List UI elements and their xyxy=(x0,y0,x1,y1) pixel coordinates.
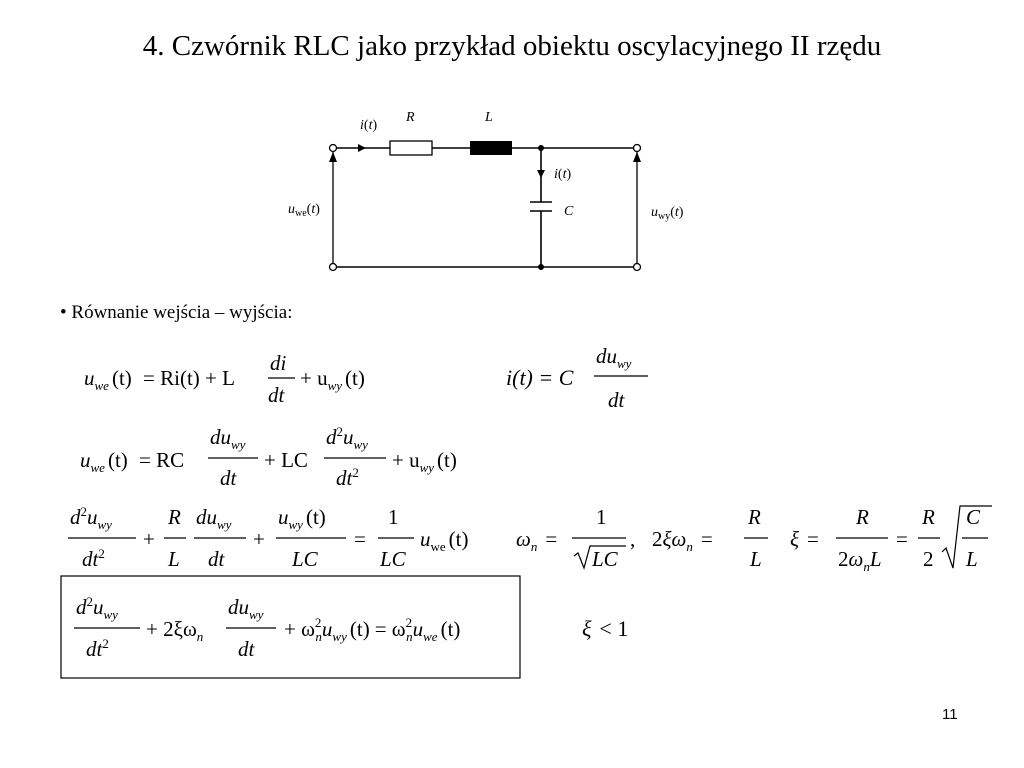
svg-text:,: , xyxy=(630,527,636,551)
svg-text:R: R xyxy=(168,505,181,529)
svg-text:dt2: $dt^2$ xyxy=(336,465,359,490)
inductor-L xyxy=(470,141,512,155)
label-L: L xyxy=(485,110,493,125)
bullet-io-equation: • Równanie wejścia – wyjścia: xyxy=(60,302,293,323)
svg-text:LC: LC xyxy=(292,547,318,571)
svg-text:R: R xyxy=(856,505,869,529)
svg-text:R: R xyxy=(748,505,761,529)
svg-text:+: + xyxy=(143,527,155,551)
current-arrow-top xyxy=(358,144,366,152)
svg-text:uwe(t) = Ri(t) + L: $u_{we}$ (t) = Ri(t) + L xyxy=(84,366,235,393)
svg-text:di: di xyxy=(270,351,287,375)
terminal-in-bottom xyxy=(330,264,337,271)
equation-kirchhoff xyxy=(84,351,365,407)
svg-text:1: 1 xyxy=(596,505,607,529)
svg-text:+ uwy(t): + $u_{wy}$ (t) xyxy=(392,448,457,475)
svg-text:duwy: $du_{wy}$ xyxy=(210,425,246,452)
label-current-branch: i(t) xyxy=(554,167,572,182)
svg-text:+ 2ξωn: + $2\xi\omega_n$ xyxy=(146,617,204,644)
label-u-wy: $u_{wy}(t)$ xyxy=(651,205,684,222)
rlc-circuit-diagram xyxy=(270,100,720,280)
svg-text:L: L xyxy=(966,547,978,571)
equation-substituted xyxy=(80,424,457,490)
terminal-out-bottom xyxy=(634,264,641,271)
slide-title: 4. Czwórnik RLC jako przykład obiektu oscylacyjnego II rzędu xyxy=(142,30,882,62)
svg-text:+ ω2nuwy(t)= ω2nuwe(t): + $\omega^2$ $nu_{wy}$ $(t) = \omega^2$ $nu_{we}$ (t) xyxy=(284,615,461,644)
label-current-top: i(t) xyxy=(360,118,378,133)
equation-parameters xyxy=(516,505,992,574)
svg-text:d2uwy: $d^2u_{wy}$ xyxy=(76,594,118,622)
svg-text:L: L xyxy=(168,547,180,571)
resistor-R xyxy=(390,141,432,155)
svg-text:dt2: $dt^2$ xyxy=(86,636,109,661)
svg-text:dt: dt xyxy=(268,383,285,407)
svg-text:+ uwy(t): + $u_{wy}$ (t) xyxy=(300,366,365,393)
svg-text:duwy: $du_{wy}$ xyxy=(228,595,264,622)
svg-text:LC: LC xyxy=(592,547,618,571)
svg-text:uwy(t): $u_{wy}$ (t) xyxy=(278,505,326,532)
label-C: C xyxy=(564,204,574,219)
label-u-we: $u_{we}(t)$ xyxy=(288,202,320,219)
svg-text:d2uwy: $d^2u_{wy}$ xyxy=(70,504,112,532)
terminal-in-top xyxy=(330,145,337,152)
terminal-out-top xyxy=(634,145,641,152)
svg-text:2: 2 xyxy=(923,547,934,571)
svg-text:L: L xyxy=(750,547,762,571)
svg-text:1: 1 xyxy=(388,505,399,529)
svg-text:R: R xyxy=(922,505,935,529)
svg-text:C: C xyxy=(966,505,981,529)
svg-text:uwe(t) = RC: $u_{we}$ (t) = RC xyxy=(80,448,185,475)
svg-text:dt: dt xyxy=(238,637,255,661)
svg-text:+: + xyxy=(253,527,265,551)
page-number: 11 xyxy=(942,706,958,723)
label-R: R xyxy=(406,110,415,125)
equation-normalized xyxy=(68,504,469,571)
damping-condition: ξ < 1 xyxy=(582,616,629,641)
svg-text:2ωnL: $2\omega_nL$ xyxy=(838,547,882,574)
svg-text:LC: LC xyxy=(380,547,406,571)
svg-text:dt: dt xyxy=(208,547,225,571)
svg-text:i(t) = C: i(t) = C xyxy=(506,365,574,390)
svg-text:d2uwy: $d^2u_{wy}$ xyxy=(326,424,368,452)
svg-text:=: = xyxy=(896,527,908,551)
svg-text:uwe(t): $u_{we}$ (t) xyxy=(420,527,469,554)
svg-text:ξ=: ξ = xyxy=(790,527,819,551)
svg-text:dt: dt xyxy=(220,466,237,490)
svg-text:duwy: $du_{wy}$ xyxy=(196,505,232,532)
svg-text:dt: dt xyxy=(608,388,625,412)
current-arrow-branch xyxy=(537,170,545,178)
svg-text:=: = xyxy=(354,527,366,551)
equation-capacitor-current xyxy=(506,344,648,412)
equation-second-order xyxy=(74,594,460,661)
svg-text:dt2: $dt^2$ xyxy=(82,546,105,571)
svg-text:ωn=: $\omega_n$ = xyxy=(516,527,558,554)
svg-text:2ξωn=: $2\xi\omega_n$ = xyxy=(652,527,713,554)
svg-text:+ LC: + LC xyxy=(264,448,308,472)
svg-text:duwy: $du_{wy}$ xyxy=(596,344,632,371)
equations-area xyxy=(0,330,1024,690)
